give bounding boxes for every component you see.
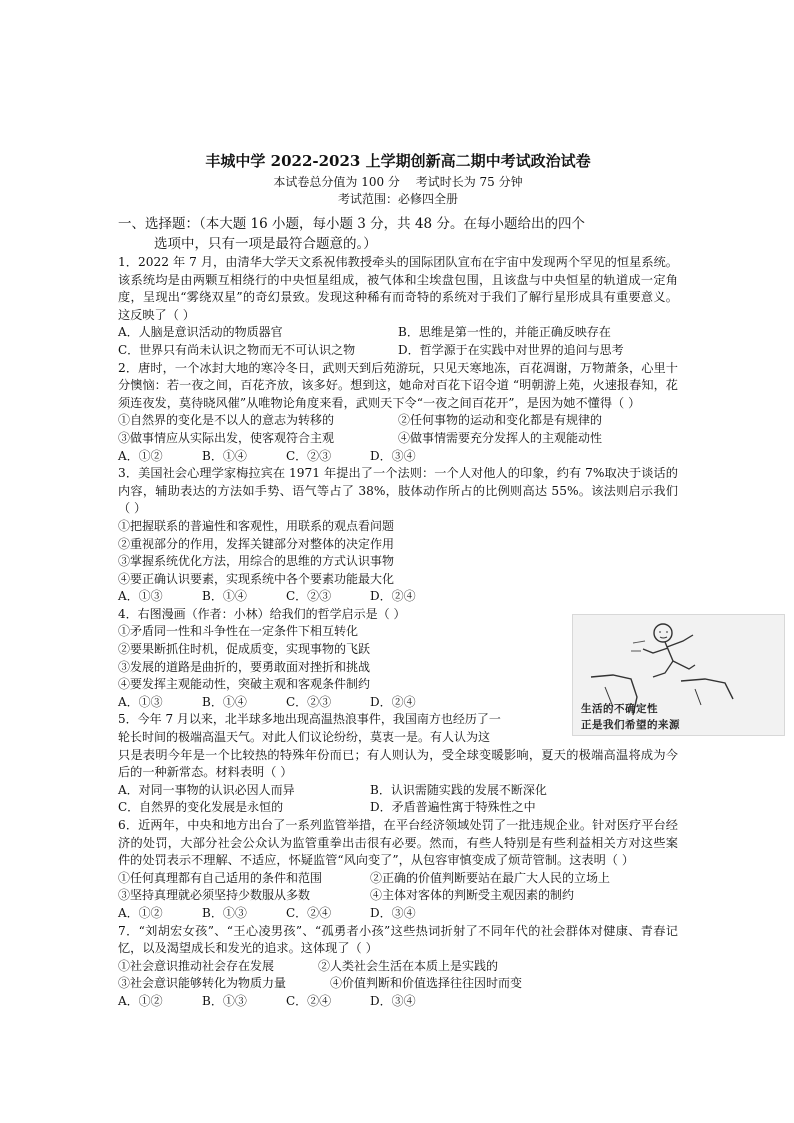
option-d: D．③④: [370, 905, 416, 920]
question-5-stem-line-2: 轮长时间的极端高温天气。对此人们议论纷纷，莫衷一是。有人认为这: [118, 730, 491, 745]
option-d: D．③④: [370, 993, 416, 1008]
statement-3: ③坚持真理就必须坚持少数服从多数: [118, 888, 311, 903]
question-1-stem: 1．2022 年 7 月，由清华大学天文系祝伟教授牵头的国际团队宣布在宇宙中发现两个罕见的恒星系统。该系统均是由两颗互相绕行的中央恒星组成，被气体和尘埃盘包围，且该盘与中央恒星的轨道成一定角度，呈现出“雾绕双星”的奇幻景致。发现这种稀有而奇特的系统对于我们了解行星形成具有重要意义。这反映了（ ）: [118, 255, 678, 322]
statement-2: ②要果断抓住时机，促成质变，实现事物的飞跃: [118, 642, 371, 657]
question-6-options: [118, 905, 678, 923]
statement-2: ②任何事物的运动和变化都是有规律的: [398, 413, 603, 428]
statement-1: ①社会意识推动社会存在发展: [118, 958, 275, 973]
question-1-options-cd: [118, 342, 678, 360]
question-3-options: [118, 588, 678, 606]
question-6-stem: 6．近两年，中央和地方出台了一系列监管举措，在平台经济领域处罚了一批违规企业。针对医疗平台经济的处罚，大部分社会公众认为监管重拳出击很有必要。然而，有些人特别是有些利益相关方对这些案件的处罚表示不理解、不适应，怀疑监管“风向变了”，从包容审慎变成了烦苛管制。这表明（ ）: [118, 818, 678, 868]
statement-1: ①矛盾同一性和斗争性在一定条件下相互转化: [118, 624, 359, 639]
question-7: [118, 923, 678, 1011]
option-a: A．①②: [118, 905, 163, 920]
section-heading: [118, 214, 678, 254]
question-6: [118, 817, 678, 923]
exam-title: 丰城中学 2022-2023 上学期创新高二期中考试政治试卷: [205, 152, 591, 170]
option-c: C．②④: [286, 993, 332, 1008]
option-b: B．①④: [202, 448, 247, 463]
option-d: D．②④: [370, 589, 416, 604]
question-5-stem-rest: 只是表明今年是一个比较热的特殊年份而已；有人则认为，受全球变暖影响，夏天的极端高温将成为今后的一种新常态。材料表明（ ）: [118, 747, 678, 780]
option-a: A．人脑是意识活动的物质器官: [118, 325, 283, 340]
cartoon-caption-2: 正是我们希望的来源: [581, 719, 680, 731]
statement-2: ②重视部分的作用，发挥关键部分对整体的决定作用: [118, 536, 395, 551]
question-3-stem: 3．美国社会心理学家梅拉宾在 1971 年提出了一个法则：一个人对他人的印象，约有 7%取决于谈话的内容，辅助表达的方法如手势、语气等占了 38%，肢体动作所占的比例则高达 55%。该法则启示我们（ ）: [118, 466, 678, 516]
option-b: B．①④: [202, 589, 247, 604]
option-c: C．②③: [286, 589, 332, 604]
option-a: A．①②: [118, 448, 163, 463]
question-4-stem: 4．右图漫画（作者：小林）给我们的哲学启示是（ ）: [118, 606, 406, 621]
statement-2: ②正确的价值判断要站在最广大人民的立场上: [370, 870, 611, 885]
statement-3: ③发展的道路是曲折的，要勇敢面对挫折和挑战: [118, 659, 371, 674]
question-4-cartoon: [572, 614, 785, 736]
question-2-statements-34: [118, 430, 678, 448]
question-1-options-ab: [118, 324, 678, 342]
option-b: B．①③: [202, 905, 247, 920]
statement-4: ④要发挥主观能动性，突破主观和客观条件制约: [118, 677, 371, 692]
option-b: B．①④: [202, 694, 247, 709]
statement-4: ④要正确认识要素，实现系统中各个要素功能最大化: [118, 571, 395, 586]
statement-4: ④主体对客体的判断受主观因素的制约: [370, 888, 575, 903]
statement-3: ③做事情应从实际出发，使客观符合主观: [118, 430, 335, 445]
option-a: A．①③: [118, 589, 163, 604]
question-6-statements-34: [118, 887, 678, 905]
option-d: D．②④: [370, 694, 416, 709]
section-line-1: 一、选择题：（本大题 16 小题，每小题 3 分，共 48 分。在每小题给出的四个: [118, 216, 585, 232]
question-2: [118, 360, 678, 466]
question-5-options-cd: [118, 799, 678, 817]
statement-2: ②人类社会生活在本质上是实践的: [318, 958, 499, 973]
question-6-statements-12: [118, 870, 678, 888]
question-7-options: [118, 993, 678, 1011]
option-a: A．对同一事物的认识必因人而异: [118, 782, 295, 797]
option-d: D．哲学源于在实践中对世界的追问与思考: [398, 342, 624, 357]
statement-1: ①任何真理都有自己适用的条件和范围: [118, 870, 323, 885]
question-2-options: [118, 448, 678, 466]
option-c: C．②③: [286, 694, 332, 709]
question-7-statements-34: [118, 975, 678, 993]
statement-4: ④价值判断和价值选择往往因时而变: [330, 976, 523, 991]
statement-1: ①自然界的变化是不以人的意志为转移的: [118, 413, 335, 428]
statement-3: ③社会意识能够转化为物质力量: [118, 976, 287, 991]
cartoon-caption-1: 生活的不确定性: [581, 703, 658, 715]
exam-score-time: 本试卷总分值为 100 分 考试时长为 75 分钟: [273, 175, 523, 189]
question-5-options-ab: [118, 782, 678, 800]
question-7-statements-12: [118, 958, 678, 976]
option-d: D．③④: [370, 448, 416, 463]
option-b: B．认识需随实践的发展不断深化: [370, 782, 547, 797]
statement-4: ④做事情需要充分发挥人的主观能动性: [398, 430, 603, 445]
option-c: C．②④: [286, 905, 332, 920]
question-2-statements-12: [118, 412, 678, 430]
option-b: B．思维是第一性的，并能正确反映存在: [398, 325, 611, 340]
option-c: C．②③: [286, 448, 332, 463]
option-a: A．①③: [118, 694, 163, 709]
question-7-stem: 7．“刘胡宏女孩”、“王心凌男孩”、“孤勇者小孩”这些热词折射了不同年代的社会群体对健康、青春记忆，以及渴望成长和发光的追求。这体现了（ ）: [118, 923, 678, 956]
option-d: D．矛盾普遍性寓于特殊性之中: [370, 800, 536, 815]
exam-page: [118, 150, 678, 1011]
question-2-stem: 2．唐时，一个冰封大地的寒冷冬日，武则天到后苑游玩，只见天寒地冻，百花凋谢，万物萧条，心里十分懊恼：若一夜之间，百花齐放，该多好。想到这，她命对百花下诏令道 “明朝游上苑，火速报春知，花须连夜发，莫待晓风催”从唯物论角度来看，武则天下令“一夜之间百花开”，是因为她不懂得（ ）: [118, 360, 678, 410]
option-c: C．世界只有尚未认识之物而无不可认识之物: [118, 342, 356, 357]
statement-3: ③掌握系统优化方法，用综合的思维的方式认识事物: [118, 554, 395, 569]
exam-scope: 考试范围：必修四全册: [337, 192, 458, 206]
statement-1: ①把握联系的普遍性和客观性，用联系的观点看问题: [118, 518, 395, 533]
question-5-stem-line-1: 5．今年 7 月以来，北半球多地出现高温热浪事件，我国南方也经历了一: [118, 712, 501, 727]
option-a: A．①②: [118, 993, 163, 1008]
option-c: C．自然界的变化发展是永恒的: [118, 800, 284, 815]
section-line-2: 选项中，只有一项是最符合题意的。）: [154, 236, 377, 252]
question-1: [118, 254, 678, 360]
question-3: [118, 465, 678, 606]
option-b: B．①③: [202, 993, 247, 1008]
